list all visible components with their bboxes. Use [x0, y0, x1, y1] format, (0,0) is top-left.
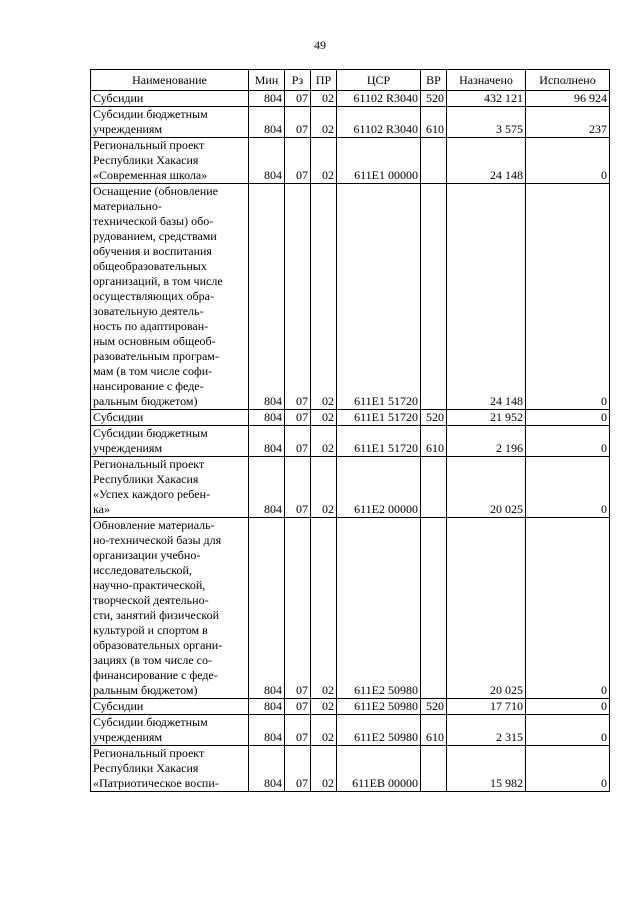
row-min: 804: [249, 138, 285, 184]
row-csr: 611E1 51720: [337, 426, 421, 457]
table-row: [91, 91, 610, 107]
header-assigned: Назначено: [447, 70, 526, 91]
row-pr: 02: [311, 518, 337, 699]
row-assigned: 432 121: [447, 91, 526, 107]
row-pr: 02: [311, 426, 337, 457]
row-csr: 611EВ 00000: [337, 746, 421, 792]
row-rz: 07: [285, 426, 311, 457]
row-min: 804: [249, 91, 285, 107]
row-min: 804: [249, 457, 285, 518]
row-rz: 07: [285, 518, 311, 699]
table-row: [91, 184, 610, 410]
row-assigned: 21 952: [447, 410, 526, 426]
row-rz: 07: [285, 107, 311, 138]
row-rz: 07: [285, 457, 311, 518]
row-vr: [421, 138, 447, 184]
row-min: 804: [249, 699, 285, 715]
table-row: [91, 746, 610, 792]
row-min: 804: [249, 518, 285, 699]
row-vr: [421, 184, 447, 410]
table-row: [91, 107, 610, 138]
row-executed: 0: [526, 184, 610, 410]
header-rz: Рз: [285, 70, 311, 91]
row-assigned: 3 575: [447, 107, 526, 138]
row-min: 804: [249, 715, 285, 746]
row-min: 804: [249, 410, 285, 426]
row-pr: 02: [311, 138, 337, 184]
table-row: [91, 457, 610, 518]
header-csr: ЦСР: [337, 70, 421, 91]
row-csr: 611E2 00000: [337, 457, 421, 518]
row-csr: 611E1 00000: [337, 138, 421, 184]
row-executed: 0: [526, 457, 610, 518]
row-vr: 610: [421, 426, 447, 457]
row-name: Субсидии: [91, 699, 249, 715]
row-pr: 02: [311, 715, 337, 746]
row-executed: 0: [526, 426, 610, 457]
row-rz: 07: [285, 699, 311, 715]
row-rz: 07: [285, 715, 311, 746]
table-row: [91, 410, 610, 426]
table-row: [91, 699, 610, 715]
table-row: [91, 715, 610, 746]
row-name: Обновление материаль- но-технической базы для организации учебно- исследовательской, научно-практической, творческой деятельно- сти, занятий физической культурой и спортом в образовательных органи- зациях (в том числе со- финансирование с феде- ральным бюджетом): [91, 518, 249, 699]
row-pr: 02: [311, 184, 337, 410]
header-pr: ПР: [311, 70, 337, 91]
row-pr: 02: [311, 699, 337, 715]
row-pr: 02: [311, 91, 337, 107]
row-executed: 0: [526, 746, 610, 792]
row-vr: 610: [421, 107, 447, 138]
row-name: Региональный проект Республики Хакасия «Патриотическое воспи-: [91, 746, 249, 792]
row-assigned: 24 148: [447, 138, 526, 184]
row-csr: 611E2 50980: [337, 699, 421, 715]
row-name: Субсидии бюджетным учреждениям: [91, 107, 249, 138]
row-csr: 61102 R3040: [337, 107, 421, 138]
row-assigned: 2 196: [447, 426, 526, 457]
row-assigned: 2 315: [447, 715, 526, 746]
row-min: 804: [249, 746, 285, 792]
table-row: [91, 426, 610, 457]
row-csr: 611E1 51720: [337, 410, 421, 426]
row-vr: 610: [421, 715, 447, 746]
header-executed: Исполнено: [526, 70, 610, 91]
row-vr: 520: [421, 410, 447, 426]
table-header-row: [91, 70, 610, 91]
header-min: Мин: [249, 70, 285, 91]
row-vr: 520: [421, 91, 447, 107]
header-name: Наименование: [91, 70, 249, 91]
row-pr: 02: [311, 107, 337, 138]
row-name: Региональный проект Республики Хакасия «Успех каждого ребен- ка»: [91, 457, 249, 518]
table-row: [91, 138, 610, 184]
row-executed: 237: [526, 107, 610, 138]
row-executed: 0: [526, 138, 610, 184]
row-pr: 02: [311, 746, 337, 792]
row-executed: 0: [526, 715, 610, 746]
row-rz: 07: [285, 91, 311, 107]
row-min: 804: [249, 426, 285, 457]
row-pr: 02: [311, 457, 337, 518]
row-assigned: 24 148: [447, 184, 526, 410]
row-csr: 611E1 51720: [337, 184, 421, 410]
row-executed: 0: [526, 699, 610, 715]
row-name: Региональный проект Республики Хакасия «Современная школа»: [91, 138, 249, 184]
row-rz: 07: [285, 410, 311, 426]
row-csr: 611E2 50980: [337, 518, 421, 699]
row-vr: [421, 457, 447, 518]
row-name: Субсидии: [91, 91, 249, 107]
row-assigned: 20 025: [447, 518, 526, 699]
row-vr: 520: [421, 699, 447, 715]
row-pr: 02: [311, 410, 337, 426]
row-assigned: 20 025: [447, 457, 526, 518]
row-vr: [421, 746, 447, 792]
row-name: Субсидии бюджетным учреждениям: [91, 715, 249, 746]
row-executed: 96 924: [526, 91, 610, 107]
row-assigned: 15 982: [447, 746, 526, 792]
row-rz: 07: [285, 138, 311, 184]
row-csr: 611E2 50980: [337, 715, 421, 746]
table-row: [91, 518, 610, 699]
row-min: 804: [249, 107, 285, 138]
row-executed: 0: [526, 518, 610, 699]
budget-table: [90, 69, 610, 792]
row-name: Оснащение (обновление материально- технической базы) обо- рудованием, средствами обучения и воспитания общеобразовательных организаций, в том числе осуществляющих обра- зовательную деятель- ность по адаптирован- ным основным общеоб- разовательным програм- мам (в том числе софи- нансирование с феде- ральным бюджетом): [91, 184, 249, 410]
row-min: 804: [249, 184, 285, 410]
page-number: 49: [314, 38, 326, 52]
row-assigned: 17 710: [447, 699, 526, 715]
row-csr: 61102 R3040: [337, 91, 421, 107]
header-vr: ВР: [421, 70, 447, 91]
row-rz: 07: [285, 184, 311, 410]
row-vr: [421, 518, 447, 699]
row-rz: 07: [285, 746, 311, 792]
row-name: Субсидии: [91, 410, 249, 426]
row-name: Субсидии бюджетным учреждениям: [91, 426, 249, 457]
row-executed: 0: [526, 410, 610, 426]
